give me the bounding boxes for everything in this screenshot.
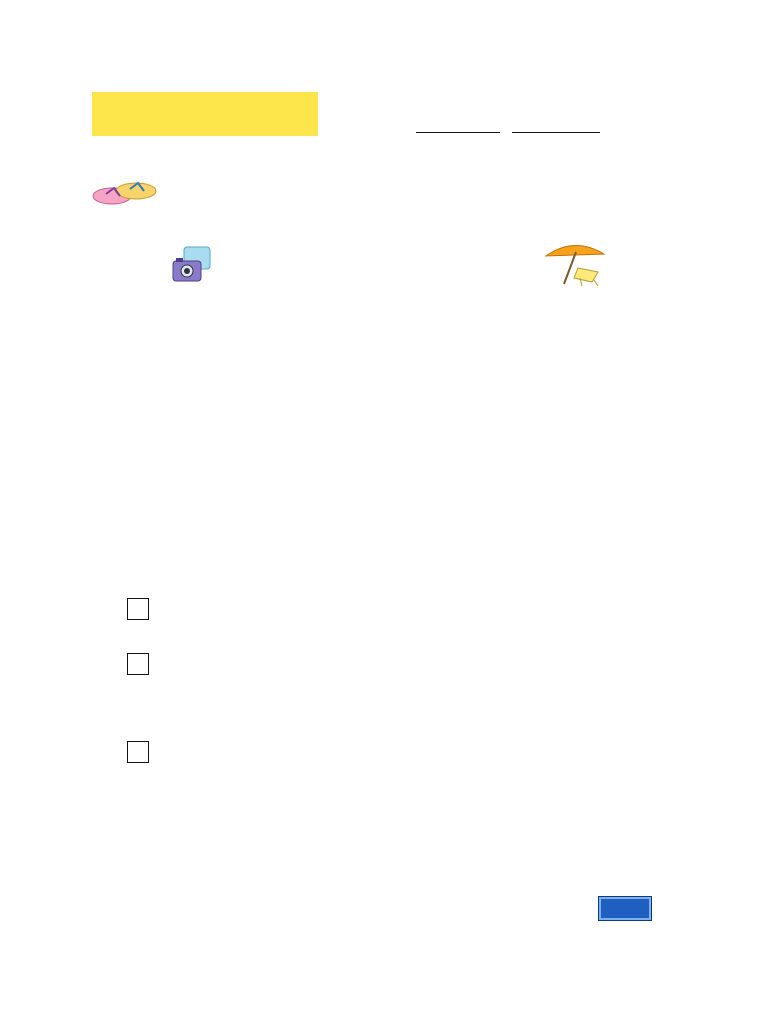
beach-umbrella-icon xyxy=(542,242,608,288)
cu-rep-field[interactable] xyxy=(512,123,600,133)
check-option-checkbox[interactable] xyxy=(127,598,149,620)
palm-tree-border-left xyxy=(24,26,74,1000)
camera-icon xyxy=(170,245,214,287)
palm-tree-border-top xyxy=(26,26,744,76)
transfer-option-checkbox[interactable] xyxy=(127,653,149,675)
palm-tree-border-right xyxy=(696,26,746,1000)
flip-flops-icon xyxy=(92,178,160,208)
rollover-option-checkbox[interactable] xyxy=(127,741,149,763)
ufcw-credit-union-logo xyxy=(92,92,318,136)
office-use-fields xyxy=(408,123,600,135)
ncua-logo xyxy=(598,896,652,921)
palm-tree-border-bottom xyxy=(26,950,744,1000)
date-entered-field[interactable] xyxy=(416,123,500,133)
